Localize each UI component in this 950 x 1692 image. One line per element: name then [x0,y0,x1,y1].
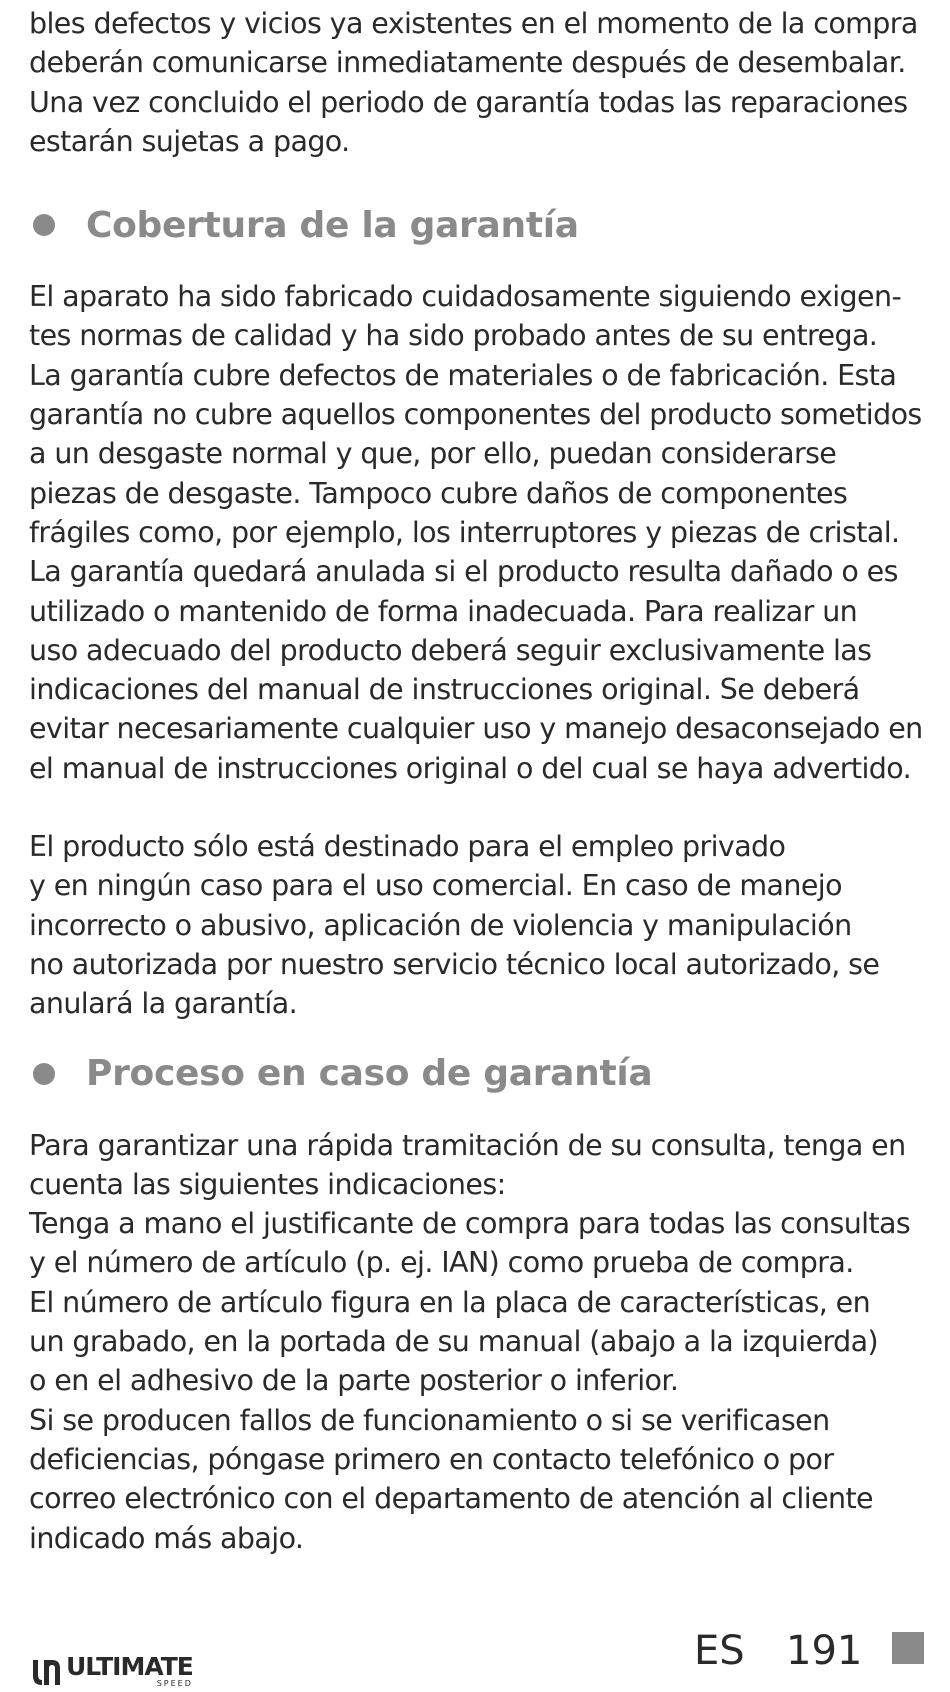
page-footer [0,1620,950,1692]
bullet-icon [33,1063,55,1085]
text-line: incorrecto o abusivo, aplicación de violencia y manipulación [29,908,852,942]
brand-name: ULTIMATE [66,1652,193,1681]
text-line: cuenta las siguientes indicaciones: [29,1167,506,1201]
section-heading-text: Cobertura de la garantía [86,204,579,246]
section-heading-coverage [29,195,939,255]
text-line: El aparato ha sido fabricado cuidadosamente siguiendo exigen- [29,280,902,314]
text-line: garantía no cubre aquellos componentes del producto sometidos [29,398,922,432]
text-line: indicaciones del manual de instrucciones original. Se deberá [29,673,860,707]
text-line: un grabado, en la portada de su manual (abajo a la izquierda) [29,1325,879,1359]
process-paragraph [29,1126,939,1558]
text-line: El número de artículo figura en la placa de características, en [29,1285,871,1319]
text-line: Tenga a mano el justificante de compra para todas las consultas [29,1207,911,1241]
text-line: bles defectos y vicios ya existentes en el momento de la compra [29,7,918,40]
ultimate-logo-icon [29,1656,61,1688]
intro-paragraph [29,4,939,161]
text-line: no autorizada por nuestro servicio técnico local autorizado, se [29,947,880,981]
bullet-icon [33,214,55,236]
language-code: ES [694,1628,745,1674]
text-line: deficiencias, póngase primero en contacto telefónico o por [29,1442,834,1476]
text-line: deberán comunicarse inmediatamente después de desembalar. [29,46,906,80]
text-line: indicado más abajo. [29,1521,304,1555]
text-line: tes normas de calidad y ha sido probado antes de su entrega. [29,319,878,353]
section-heading-process [29,1044,939,1104]
coverage-paragraph-2 [29,827,939,1023]
brand-subtitle: SPEED [156,1679,193,1688]
text-line: uso adecuado del producto deberá seguir exclusivamente las [29,633,872,667]
coverage-paragraph-1 [29,277,939,788]
text-line: o en el adhesivo de la parte posterior o inferior. [29,1364,679,1398]
text-line: evitar necesariamente cualquier uso y manejo desaconsejado en [29,712,923,746]
text-line: La garantía quedará anulada si el producto resulta dañado o es [29,555,898,589]
text-line: correo electrónico con el departamento de atención al cliente [29,1482,873,1516]
brand-logo [29,1654,193,1688]
text-line: anulará la garantía. [29,987,298,1021]
text-line: El producto sólo está destinado para el empleo privado [29,830,786,864]
text-line: Una vez concluido el periodo de garantía todas las reparaciones [29,85,908,119]
text-line: el manual de instrucciones original o del cual se haya advertido. [29,751,912,785]
page-content [29,0,939,1558]
section-heading-text: Proceso en caso de garantía [86,1053,653,1095]
text-line: frágiles como, por ejemplo, los interruptores y piezas de cristal. [29,515,900,549]
text-line: piezas de desgaste. Tampoco cubre daños de componentes [29,476,848,510]
text-line: La garantía cubre defectos de materiales o de fabricación. Esta [29,358,897,392]
text-line: y el número de artículo (p. ej. IAN) como prueba de compra. [29,1246,854,1280]
text-line: y en ningún caso para el uso comercial. En caso de manejo [29,869,842,903]
text-line: Para garantizar una rápida tramitación de su consulta, tenga en [29,1128,906,1162]
text-line: Si se producen fallos de funcionamiento o si se verificasen [29,1403,830,1437]
text-line: estarán sujetas a pago. [29,124,350,158]
page-marker-square [892,1632,924,1664]
page-number: 191 [786,1628,863,1674]
text-line: a un desgaste normal y que, por ello, puedan considerarse [29,437,837,471]
text-line: utilizado o mantenido de forma inadecuada. Para realizar un [29,594,858,628]
